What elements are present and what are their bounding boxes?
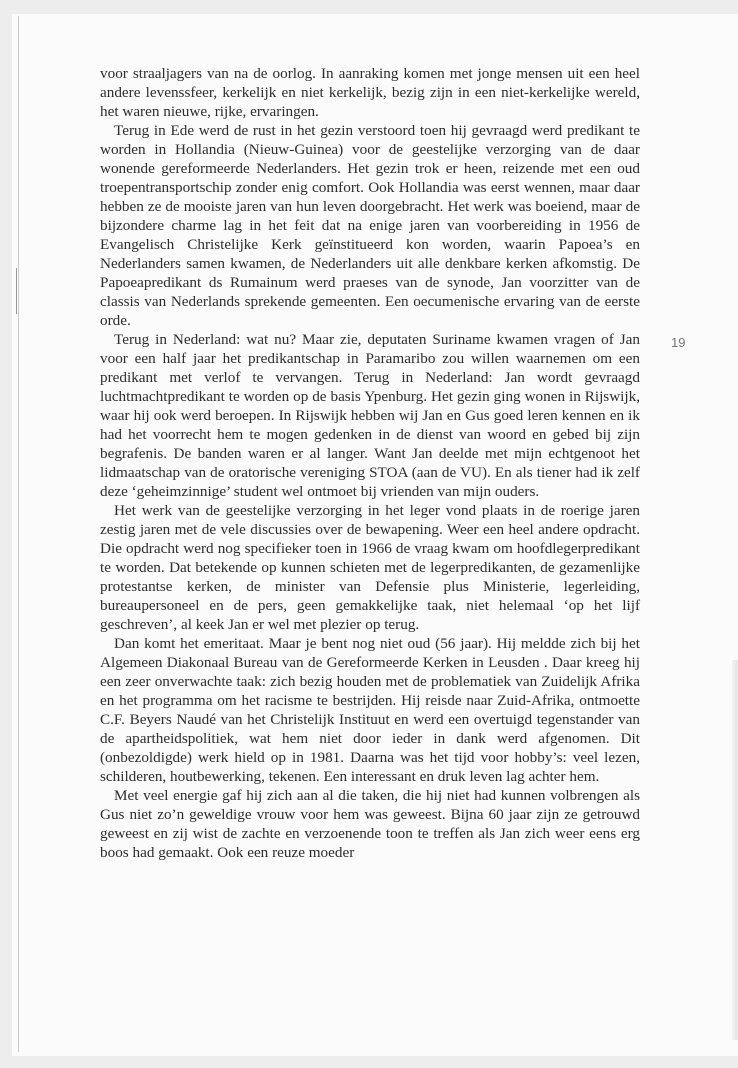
page-gutter-line [18, 16, 19, 1052]
paragraph-5: Dan komt het emeritaat. Maar je bent nog niet oud (56 jaar). Hij meldde zich bij het Algemeen Diakonaal Bureau van de Gereformeerde Kerken in Leusden . Daar kreeg hij een zeer onverwachte taak: zich bezig houden met de problematiek van Zuidelijk Afrika en het programma om het racisme te bestrijden. Hij reisde naar Zuid-Afrika, ontmoette C.F. Beyers Naudé van het Christelijk Instituut en werd een overtuigd tegenstander van de apartheidspolitiek, wat hem niet door ieder in dank werd afgenomen. Dit (onbezoldigde) werk hield op in 1981. Daarna was het tijd voor hobby’s: veel lezen, schilderen, houtbewerking, tekenen. Een interessant en druk leven lag achter hem. [100, 635, 640, 785]
paragraph-2: Terug in Ede werd de rust in het gezin verstoord toen hij gevraagd werd predikant te worden in Hollandia (Nieuw-Guinea) voor de geestelijke verzorging van de daar wonende gereformeerde Nederlanders. Het gezin trok er heen, reizende met een oud troepentransportschip zonder enig comfort. Ook Hollandia was eerst wennen, maar daar hebben ze de mooiste jaren van hun leven doorgebracht. Het werk was boeiend, maar de bijzondere charme lag in het feit dat na enige jaren van voorbereiding in 1956 de Evangelisch Christelijke Kerk geïnstitueerd kon worden, waarin Papoea’s en Nederlanders samen kwamen, de Nederlanders uit alle denkbare kerken afkomstig. De Papoeapredikant ds Rumainum werd praeses van de synode, Jan voorzitter van de classis van Nederlands sprekende gemeenten. Een oecumenische ervaring van de eerste orde. [100, 122, 640, 329]
body-text [100, 64, 640, 862]
paragraph-3: Terug in Nederland: wat nu? Maar zie, deputaten Suriname kwamen vragen of Jan voor een half jaar het predikantschap in Paramaribo zou willen waarnemen om een predikant met verlof te vervangen. Terug in Nederland: Jan wordt gevraagd luchtmachtpredikant te worden op de basis Ypenburg. Het gezin ging wonen in Rijswijk, waar hij ook werd beroepen. In Rijswijk hebben wij Jan en Gus goed leren kennen en ik had het voorrecht hem te mogen gedenken in de dienst van woord en gebed bij zijn begrafenis. De banden waren er al langer. Want Jan deelde met mijn echtgenoot het lidmaatschap van de oratorische vereniging STOA (aan de VU). En als tiener had ik zelf deze ‘geheimzinnige’ student wel ontmoet bij vrienden van mijn ouders. [100, 331, 640, 500]
paragraph-4: Het werk van de geestelijke verzorging in het leger vond plaats in de roerige jaren zestig jaren met de vele discussies over de bewapening. Weer een heel andere opdracht. Die opdracht werd nog specifieker toen in 1966 de vraag kwam om hoofdlegerpredikant te worden. Dat betekende op kunnen schieten met de legerpredikanten, de gezamenlijke protestantse kerken, de minister van Defensie plus Ministerie, legerleiding, bureaupersoneel en de pers, geen gemakkelijke taak, niet helemaal ‘op het lijf geschreven’, al keek Jan er wel met plezier op terug. [100, 502, 640, 633]
paragraph-6: Met veel energie gaf hij zich aan al die taken, die hij niet had kunnen volbrengen als Gus niet zo’n geweldige vrouw voor hem was geweest. Bijna 60 jaar zijn ze getrouwd geweest en zij wist de zachte en verzoenende toon te treffen als Jan zich weer eens erg boos had gemaakt. Ook een reuze moeder [100, 787, 640, 861]
page-edge-shadow [732, 660, 738, 1040]
paragraph-1: voor straaljagers van na de oorlog. In aanraking komen met jonge mensen uit een heel andere levenssfeer, kerkelijk en niet kerkelijk, bezig zijn in een niet-kerkelijke wereld, het waren nieuwe, rijke, ervaringen. [100, 65, 640, 120]
margin-mark [16, 268, 17, 314]
page-number: 19 [671, 335, 686, 350]
